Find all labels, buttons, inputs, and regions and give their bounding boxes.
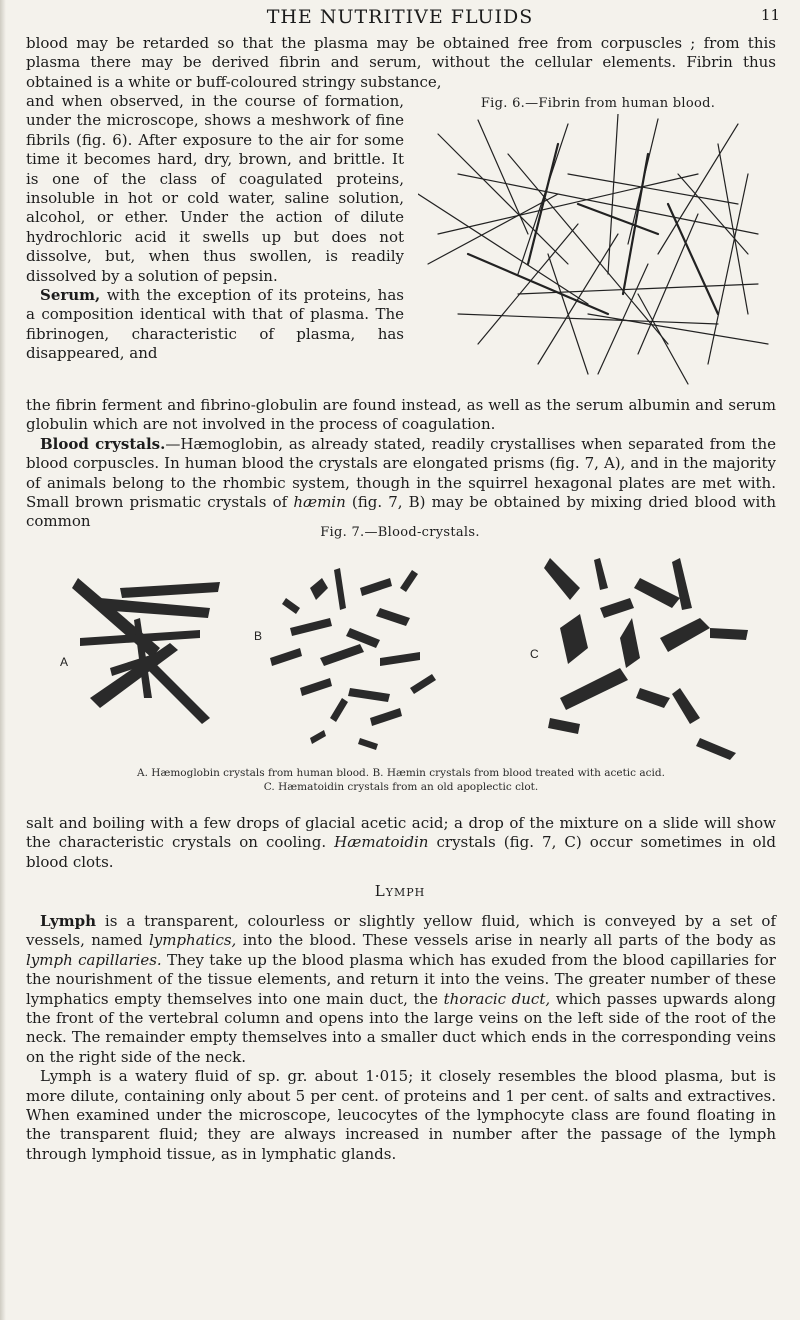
label-a: A [60, 655, 69, 669]
serum-continued: the fibrin ferment and fibrino-globulin are found instead, as well as the serum albumin and serum globulin which are not involved in the process of coagulation. Blood crystals.—Hæmoglobin, as already stated, readily crystallises when separated from the blood corpuscles. In human blood the crystals are elongated prisms (fig. 7, A), and in the majority of animals belong to the rhombic system, though in the squirrel hexagonal plates are met with. Small brown prismatic crystals of hæmin (fig. 7, B) may be obtained by mixing dried blood with common [26, 396, 776, 531]
page-edge-shadow [0, 0, 6, 1320]
fig6-caption: Fig. 6.—Fibrin from human blood. [480, 96, 716, 111]
label-c: C [530, 647, 539, 661]
fibrin-meshwork-figure [418, 114, 778, 392]
label-b: B [254, 629, 263, 643]
crystals-group-b [270, 568, 436, 750]
fig7-legend: A. Hæmoglobin crystals from human blood. B. Hæmin crystals from blood treated with acetic acid. C. Hæmatoidin crystals from an old apoplectic clot. [137, 767, 665, 793]
blood-crystals-paragraph: Blood crystals.—Hæmoglobin, as already stated, readily crystallises when separated from the blood corpuscles. In human blood the crystals are elongated prisms (fig. 7, A), and in the majority of animals belong to the rhombic system, though in the squirrel hexagonal plates are met with. Small brown prismatic crystals of hæmin (fig. 7, B) may be obtained by mixing dried blood with common [26, 434, 776, 531]
serum-paragraph: Serum, with the exception of its proteins, has a composition identical with that of plasma. The fibrinogen, characteristic of plasma, has disappeared, and [26, 286, 404, 363]
page-number: 11 [760, 6, 780, 24]
lymph-heading: Lymph [374, 882, 426, 900]
blood-crystals-figure [60, 548, 750, 760]
crystals-group-a [72, 578, 220, 724]
crystals-group-c [544, 558, 748, 760]
lymph-paragraph-2: Lymph is a watery fluid of sp. gr. about 1·015; it closely resembles the blood plasma, but is more dilute, containing only about 5 per cent. of proteins and 1 per cent. of salts and extractives. When examined under the microscope, leucocytes of the lymphocyte class are found floating in the transparent fluid; they are always increased in number after the passage of the lymph through lymphoid tissue, as in lymphatic glands. [26, 1067, 776, 1163]
lymph-section [26, 912, 776, 1164]
fig7-caption: Fig. 7.—Blood-crystals. [320, 525, 480, 540]
running-header: THE NUTRITIVE FLUIDS [266, 6, 534, 28]
haematoidin-paragraph: salt and boiling with a few drops of glacial acetic acid; a drop of the mixture on a slide will show the characteristic crystals on cooling. Hæmatoidin crystals (fig. 7, C) occur sometimes in old blood clots. [26, 814, 776, 871]
fibrin-paragraph: and when observed, in the course of formation, under the microscope, shows a meshwork of fine fibrils (fig. 6). After exposure to the air for some time it becomes hard, dry, brown, and brittle. It is one of the class of coagulated proteins, insoluble in hot or cold water, saline solution, alcohol, or ether. Under the action of dilute hydrochloric acid it swells up but does not dissolve, but, when thus swollen, is readily dissolved by a solution of pepsin. Serum, with the exception of its proteins, has a composition identical with that of plasma. The fibrinogen, characteristic of plasma, has disappeared, and [26, 92, 404, 363]
intro-paragraph: blood may be retarded so that the plasma may be obtained free from corpuscles ; from this plasma there may be derived fibrin and serum, without the cellular elements. Fibrin thus obtained is a white or buff-coloured stringy substance, [26, 34, 776, 91]
lymph-paragraph-1: Lymph is a transparent, colourless or slightly yellow fluid, which is conveyed by a set of vessels, named lymphatics, into the blood. These vessels arise in nearly all parts of the body as lymph capillaries. They take up the blood plasma which has exuded from the blood capillaries for the nourishment of the tissue elements, and return it into the veins. The greater number of these lymphatics empty themselves into one main duct, the thoracic duct, which passes upwards along the front of the vertebral column and opens into the large veins on the left side of the root of the neck. The remainder empty themselves into a smaller duct which ends in the corresponding veins on the right side of the neck. [26, 912, 776, 1066]
